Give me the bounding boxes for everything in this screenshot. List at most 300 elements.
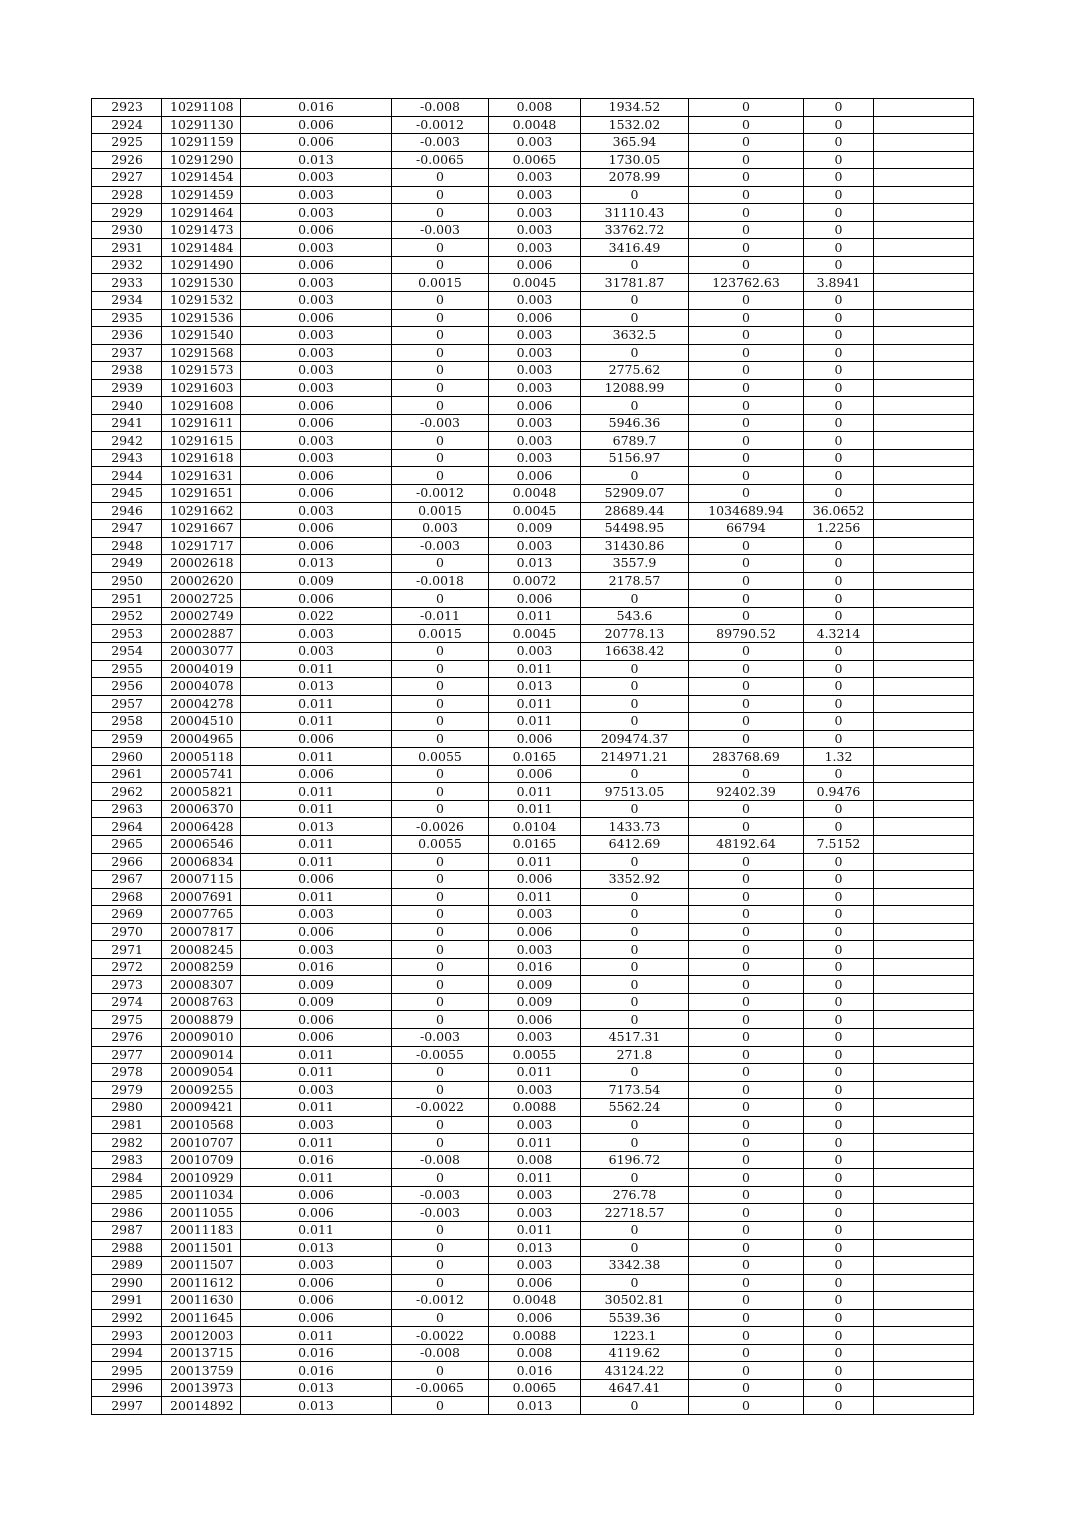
cell-amount: 365.94 [581, 134, 689, 152]
cell-extra [874, 730, 974, 748]
cell-ratio: 0 [804, 1362, 874, 1380]
cell-ratio: 0 [804, 537, 874, 555]
cell-ratio: 0 [804, 1169, 874, 1187]
cell-record-id: 10291651 [162, 485, 241, 503]
cell-ratio: 0 [804, 853, 874, 871]
cell-value-c: 0.003 [489, 327, 581, 345]
cell-extra [874, 362, 974, 380]
cell-ratio: 0 [804, 607, 874, 625]
cell-value-c: 0.003 [489, 537, 581, 555]
cell-value-c: 0.003 [489, 239, 581, 257]
cell-amount-b: 0 [689, 765, 804, 783]
cell-value-a: 0.011 [241, 783, 392, 801]
cell-value-b: 0 [392, 309, 489, 327]
cell-record-id: 20013715 [162, 1344, 241, 1362]
cell-record-id: 20002887 [162, 625, 241, 643]
table-row [92, 1028, 974, 1046]
cell-value-c: 0.003 [489, 134, 581, 152]
cell-value-b: 0 [392, 923, 489, 941]
cell-amount: 0 [581, 660, 689, 678]
table-row [92, 713, 974, 731]
cell-extra [874, 976, 974, 994]
cell-row-index: 2994 [92, 1344, 162, 1362]
cell-extra [874, 642, 974, 660]
table-row [92, 520, 974, 538]
cell-extra [874, 485, 974, 503]
cell-amount-b: 0 [689, 818, 804, 836]
cell-value-c: 0.0065 [489, 151, 581, 169]
cell-value-b: 0 [392, 906, 489, 924]
cell-amount-b: 0 [689, 1309, 804, 1327]
cell-amount: 543.6 [581, 607, 689, 625]
cell-value-a: 0.003 [241, 344, 392, 362]
cell-record-id: 10291611 [162, 414, 241, 432]
cell-amount: 0 [581, 309, 689, 327]
cell-amount-b: 0 [689, 1151, 804, 1169]
cell-ratio: 0 [804, 941, 874, 959]
cell-ratio: 0 [804, 1064, 874, 1082]
cell-value-c: 0.003 [489, 1116, 581, 1134]
cell-value-b: 0 [392, 678, 489, 696]
cell-extra [874, 713, 974, 731]
cell-value-c: 0.011 [489, 783, 581, 801]
cell-value-b: -0.0065 [392, 1379, 489, 1397]
table-row [92, 976, 974, 994]
cell-value-b: 0 [392, 239, 489, 257]
cell-value-a: 0.003 [241, 906, 392, 924]
cell-row-index: 2950 [92, 572, 162, 590]
cell-value-b: 0 [392, 1274, 489, 1292]
table-row [92, 1046, 974, 1064]
cell-value-a: 0.011 [241, 800, 392, 818]
table-row [92, 99, 974, 117]
cell-value-c: 0.011 [489, 1134, 581, 1152]
table-row [92, 397, 974, 415]
cell-amount: 5946.36 [581, 414, 689, 432]
cell-value-a: 0.011 [241, 748, 392, 766]
cell-amount: 0 [581, 993, 689, 1011]
cell-value-c: 0.003 [489, 344, 581, 362]
cell-extra [874, 1134, 974, 1152]
cell-amount-b: 0 [689, 1064, 804, 1082]
cell-extra [874, 590, 974, 608]
cell-value-c: 0.006 [489, 467, 581, 485]
cell-extra [874, 432, 974, 450]
cell-amount: 0 [581, 958, 689, 976]
cell-amount-b: 0 [689, 344, 804, 362]
cell-amount-b: 0 [689, 1292, 804, 1310]
cell-record-id: 20010707 [162, 1134, 241, 1152]
cell-row-index: 2965 [92, 835, 162, 853]
cell-extra [874, 309, 974, 327]
cell-record-id: 20007817 [162, 923, 241, 941]
cell-ratio: 0 [804, 239, 874, 257]
cell-extra [874, 678, 974, 696]
cell-extra [874, 327, 974, 345]
cell-value-a: 0.003 [241, 941, 392, 959]
cell-row-index: 2957 [92, 695, 162, 713]
cell-extra [874, 292, 974, 310]
cell-record-id: 10291536 [162, 309, 241, 327]
cell-amount-b: 0 [689, 449, 804, 467]
cell-record-id: 10291618 [162, 449, 241, 467]
table-row [92, 993, 974, 1011]
cell-row-index: 2969 [92, 906, 162, 924]
cell-value-c: 0.0048 [489, 116, 581, 134]
cell-value-a: 0.003 [241, 1257, 392, 1275]
cell-row-index: 2925 [92, 134, 162, 152]
cell-record-id: 20010568 [162, 1116, 241, 1134]
cell-record-id: 10291631 [162, 467, 241, 485]
cell-ratio: 0 [804, 485, 874, 503]
cell-record-id: 10291615 [162, 432, 241, 450]
cell-amount: 0 [581, 941, 689, 959]
cell-record-id: 20009255 [162, 1081, 241, 1099]
cell-record-id: 20013973 [162, 1379, 241, 1397]
cell-value-a: 0.013 [241, 555, 392, 573]
cell-value-b: -0.003 [392, 414, 489, 432]
cell-record-id: 20005821 [162, 783, 241, 801]
table-row [92, 941, 974, 959]
cell-amount: 7173.54 [581, 1081, 689, 1099]
cell-value-b: -0.003 [392, 221, 489, 239]
cell-value-a: 0.003 [241, 239, 392, 257]
cell-row-index: 2958 [92, 713, 162, 731]
cell-row-index: 2935 [92, 309, 162, 327]
cell-row-index: 2982 [92, 1134, 162, 1152]
table-row [92, 783, 974, 801]
cell-value-b: -0.0055 [392, 1046, 489, 1064]
cell-amount: 20778.13 [581, 625, 689, 643]
cell-amount: 16638.42 [581, 642, 689, 660]
cell-row-index: 2964 [92, 818, 162, 836]
cell-value-c: 0.006 [489, 590, 581, 608]
cell-extra [874, 502, 974, 520]
cell-amount-b: 0 [689, 467, 804, 485]
cell-row-index: 2974 [92, 993, 162, 1011]
cell-amount: 54498.95 [581, 520, 689, 538]
cell-amount: 0 [581, 695, 689, 713]
cell-extra [874, 555, 974, 573]
cell-extra [874, 572, 974, 590]
cell-amount-b: 0 [689, 151, 804, 169]
cell-value-b: -0.008 [392, 1344, 489, 1362]
table-row [92, 607, 974, 625]
cell-record-id: 20011507 [162, 1257, 241, 1275]
cell-value-c: 0.003 [489, 186, 581, 204]
cell-value-c: 0.008 [489, 1344, 581, 1362]
cell-amount: 31110.43 [581, 204, 689, 222]
cell-record-id: 20014892 [162, 1397, 241, 1415]
cell-value-a: 0.011 [241, 888, 392, 906]
table-row [92, 204, 974, 222]
cell-amount-b: 0 [689, 958, 804, 976]
cell-extra [874, 169, 974, 187]
table-row [92, 660, 974, 678]
cell-amount: 0 [581, 256, 689, 274]
cell-value-b: 0.0015 [392, 274, 489, 292]
cell-value-b: 0 [392, 467, 489, 485]
cell-amount: 6196.72 [581, 1151, 689, 1169]
cell-value-a: 0.003 [241, 1116, 392, 1134]
cell-row-index: 2977 [92, 1046, 162, 1064]
table-row [92, 695, 974, 713]
cell-amount-b: 0 [689, 134, 804, 152]
cell-amount: 0 [581, 1116, 689, 1134]
cell-value-b: 0 [392, 186, 489, 204]
cell-ratio: 0 [804, 906, 874, 924]
cell-row-index: 2952 [92, 607, 162, 625]
cell-amount-b: 0 [689, 1222, 804, 1240]
cell-value-c: 0.008 [489, 99, 581, 117]
cell-value-c: 0.0165 [489, 835, 581, 853]
cell-value-b: 0 [392, 169, 489, 187]
table-row [92, 1257, 974, 1275]
cell-amount-b: 0 [689, 976, 804, 994]
cell-record-id: 20007691 [162, 888, 241, 906]
cell-amount-b: 0 [689, 379, 804, 397]
cell-amount: 30502.81 [581, 1292, 689, 1310]
cell-value-a: 0.003 [241, 204, 392, 222]
cell-record-id: 20008245 [162, 941, 241, 959]
cell-amount-b: 0 [689, 1239, 804, 1257]
cell-amount: 0 [581, 1169, 689, 1187]
cell-value-a: 0.011 [241, 695, 392, 713]
cell-value-a: 0.011 [241, 1064, 392, 1082]
cell-ratio: 0 [804, 1204, 874, 1222]
cell-value-c: 0.003 [489, 379, 581, 397]
cell-row-index: 2968 [92, 888, 162, 906]
cell-amount: 0 [581, 1239, 689, 1257]
cell-record-id: 20007115 [162, 871, 241, 889]
cell-value-c: 0.0088 [489, 1327, 581, 1345]
cell-record-id: 20009054 [162, 1064, 241, 1082]
cell-ratio: 0 [804, 221, 874, 239]
cell-value-c: 0.0104 [489, 818, 581, 836]
cell-value-a: 0.006 [241, 1309, 392, 1327]
table-row [92, 344, 974, 362]
cell-value-a: 0.013 [241, 818, 392, 836]
cell-value-c: 0.006 [489, 309, 581, 327]
cell-ratio: 0 [804, 695, 874, 713]
cell-value-b: 0 [392, 1011, 489, 1029]
cell-ratio: 0 [804, 432, 874, 450]
cell-amount: 3352.92 [581, 871, 689, 889]
cell-amount-b: 0 [689, 642, 804, 660]
table-row [92, 590, 974, 608]
cell-value-a: 0.003 [241, 327, 392, 345]
cell-value-a: 0.003 [241, 169, 392, 187]
cell-amount-b: 0 [689, 888, 804, 906]
table-row [92, 888, 974, 906]
cell-ratio: 0 [804, 1292, 874, 1310]
cell-value-a: 0.006 [241, 116, 392, 134]
cell-value-c: 0.011 [489, 660, 581, 678]
cell-amount-b: 0 [689, 1186, 804, 1204]
table-row [92, 1011, 974, 1029]
cell-row-index: 2924 [92, 116, 162, 134]
cell-amount: 0 [581, 1064, 689, 1082]
cell-amount-b: 0 [689, 169, 804, 187]
cell-ratio: 0 [804, 1099, 874, 1117]
cell-value-a: 0.011 [241, 1222, 392, 1240]
cell-record-id: 10291473 [162, 221, 241, 239]
cell-value-a: 0.006 [241, 1274, 392, 1292]
cell-value-c: 0.003 [489, 414, 581, 432]
cell-amount: 28689.44 [581, 502, 689, 520]
cell-extra [874, 221, 974, 239]
cell-value-a: 0.006 [241, 590, 392, 608]
table-row [92, 1397, 974, 1415]
cell-value-c: 0.003 [489, 432, 581, 450]
cell-value-c: 0.013 [489, 678, 581, 696]
cell-value-a: 0.009 [241, 993, 392, 1011]
cell-value-a: 0.011 [241, 1099, 392, 1117]
cell-extra [874, 835, 974, 853]
cell-value-b: 0 [392, 642, 489, 660]
cell-value-a: 0.006 [241, 871, 392, 889]
cell-row-index: 2996 [92, 1379, 162, 1397]
cell-row-index: 2981 [92, 1116, 162, 1134]
cell-value-b: 0 [392, 1309, 489, 1327]
cell-value-b: -0.003 [392, 1028, 489, 1046]
table-row [92, 748, 974, 766]
cell-amount-b: 0 [689, 853, 804, 871]
table-row [92, 906, 974, 924]
cell-amount-b: 0 [689, 555, 804, 573]
cell-amount: 214971.21 [581, 748, 689, 766]
cell-amount-b: 0 [689, 1257, 804, 1275]
cell-ratio: 3.8941 [804, 274, 874, 292]
cell-record-id: 20010929 [162, 1169, 241, 1187]
cell-value-c: 0.009 [489, 993, 581, 1011]
cell-amount-b: 0 [689, 1362, 804, 1380]
cell-value-a: 0.009 [241, 572, 392, 590]
cell-ratio: 0 [804, 1239, 874, 1257]
cell-value-b: -0.0018 [392, 572, 489, 590]
cell-ratio: 0 [804, 1081, 874, 1099]
cell-amount: 0 [581, 1274, 689, 1292]
cell-amount: 0 [581, 1134, 689, 1152]
table-row [92, 958, 974, 976]
cell-extra [874, 923, 974, 941]
cell-ratio: 7.5152 [804, 835, 874, 853]
cell-amount: 43124.22 [581, 1362, 689, 1380]
cell-amount: 5539.36 [581, 1309, 689, 1327]
cell-value-c: 0.0165 [489, 748, 581, 766]
cell-amount: 0 [581, 1011, 689, 1029]
table-row [92, 1239, 974, 1257]
cell-ratio: 0 [804, 204, 874, 222]
cell-amount: 2078.99 [581, 169, 689, 187]
cell-amount-b: 0 [689, 485, 804, 503]
cell-value-a: 0.013 [241, 678, 392, 696]
table-row [92, 1309, 974, 1327]
table-row [92, 274, 974, 292]
cell-row-index: 2973 [92, 976, 162, 994]
cell-amount-b: 0 [689, 327, 804, 345]
cell-row-index: 2954 [92, 642, 162, 660]
cell-value-a: 0.006 [241, 1204, 392, 1222]
cell-ratio: 0 [804, 572, 874, 590]
cell-value-a: 0.006 [241, 467, 392, 485]
cell-extra [874, 1116, 974, 1134]
cell-value-a: 0.016 [241, 958, 392, 976]
cell-extra [874, 853, 974, 871]
cell-value-b: 0.0015 [392, 502, 489, 520]
cell-value-c: 0.0045 [489, 625, 581, 643]
cell-value-a: 0.011 [241, 853, 392, 871]
cell-extra [874, 1344, 974, 1362]
cell-row-index: 2928 [92, 186, 162, 204]
cell-extra [874, 1327, 974, 1345]
cell-value-b: 0 [392, 397, 489, 415]
cell-ratio: 0 [804, 730, 874, 748]
cell-value-c: 0.009 [489, 520, 581, 538]
table-row [92, 151, 974, 169]
cell-value-b: 0 [392, 362, 489, 380]
cell-amount: 1223.1 [581, 1327, 689, 1345]
cell-record-id: 10291717 [162, 537, 241, 555]
cell-record-id: 10291484 [162, 239, 241, 257]
cell-row-index: 2997 [92, 1397, 162, 1415]
table-row [92, 467, 974, 485]
cell-amount: 6789.7 [581, 432, 689, 450]
cell-amount-b: 0 [689, 660, 804, 678]
cell-value-b: 0 [392, 256, 489, 274]
cell-extra [874, 1151, 974, 1169]
cell-value-b: -0.011 [392, 607, 489, 625]
cell-amount-b: 0 [689, 678, 804, 696]
cell-value-b: 0 [392, 695, 489, 713]
cell-extra [874, 695, 974, 713]
table-row [92, 1169, 974, 1187]
table-row [92, 414, 974, 432]
cell-amount: 0 [581, 923, 689, 941]
cell-amount-b: 0 [689, 590, 804, 608]
cell-amount-b: 1034689.94 [689, 502, 804, 520]
cell-row-index: 2940 [92, 397, 162, 415]
cell-value-c: 0.011 [489, 853, 581, 871]
cell-amount: 12088.99 [581, 379, 689, 397]
cell-amount: 0 [581, 397, 689, 415]
cell-value-b: 0 [392, 871, 489, 889]
cell-amount: 0 [581, 888, 689, 906]
cell-record-id: 20006546 [162, 835, 241, 853]
cell-extra [874, 134, 974, 152]
cell-amount-b: 0 [689, 713, 804, 731]
cell-extra [874, 1011, 974, 1029]
cell-row-index: 2929 [92, 204, 162, 222]
cell-value-c: 0.006 [489, 730, 581, 748]
cell-value-c: 0.006 [489, 1309, 581, 1327]
cell-record-id: 20002618 [162, 555, 241, 573]
cell-value-c: 0.013 [489, 555, 581, 573]
cell-ratio: 36.0652 [804, 502, 874, 520]
cell-value-b: 0 [392, 327, 489, 345]
cell-amount: 1532.02 [581, 116, 689, 134]
cell-extra [874, 1292, 974, 1310]
cell-amount: 31781.87 [581, 274, 689, 292]
table-row [92, 555, 974, 573]
cell-value-c: 0.011 [489, 800, 581, 818]
cell-record-id: 10291573 [162, 362, 241, 380]
cell-record-id: 20008763 [162, 993, 241, 1011]
cell-ratio: 0 [804, 590, 874, 608]
cell-extra [874, 186, 974, 204]
cell-extra [874, 397, 974, 415]
cell-amount-b: 0 [689, 730, 804, 748]
